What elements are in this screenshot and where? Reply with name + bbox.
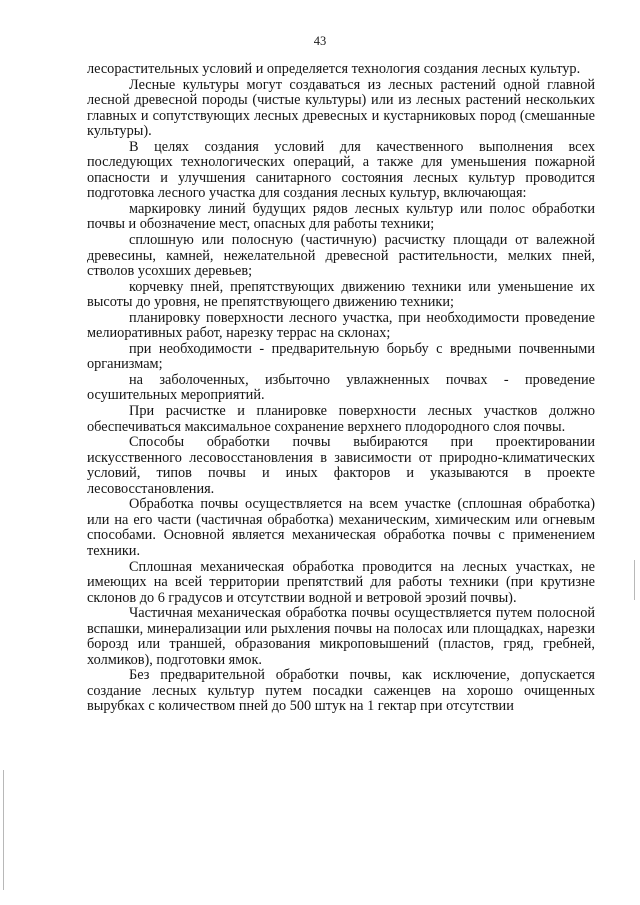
paragraph-topsoil-preservation: При расчистке и планировке поверхности лесных участков должно обеспечиваться максимальное сохранение верхнего плодородного слоя почвы. [87, 403, 595, 435]
paragraph-site-preparation-intro: В целях создания условий для качественного выполнения всех последующих технологических операций, а также для уменьшения пожарной опасности и улучшения санитарного состояния лесных культур проводится подготовка лесного участка для создания лесных культур, включающая: [87, 138, 595, 202]
list-item-clearing: сплошную или полосную (частичную) расчистку площади от валежной древесины, камней, нежелательной древесной растительности, мелких пней, стволов усохших деревьев; [87, 232, 595, 280]
body-text [87, 62, 595, 715]
paragraph-soil-treatment-types: Обработка почвы осуществляется на всем участке (сплошная обработка) или на его части (частичная обработка) механическим, химическим или огневым способами. Основной является механическая обработка почвы с применением техники. [87, 496, 595, 559]
list-item-drainage: на заболоченных, избыточно увлажненных почвах - проведение осушительных мероприятий. [87, 371, 595, 404]
paragraph-no-pretreatment: Без предварительной обработки почвы, как исключение, допускается создание лесных культур путем посадки саженцев на хорошо очищенных вырубках с количеством пней до 500 штук на 1 гектар при отсутствии [87, 667, 595, 715]
list-item-marking: маркировку линий будущих рядов лесных культур или полос обработки почвы и обозначение мест, опасных для работы техники; [87, 200, 595, 233]
scan-edge-mark [634, 560, 635, 600]
scan-edge-mark [3, 770, 4, 890]
paragraph-forest-culture-types: Лесные культуры могут создаваться из лесных растений одной главной лесной древесной породы (чистые культуры) или из лесных растений нескольких главных и сопутствующих лесных древесных и кустарниковых пород (смешанные культуры). [87, 76, 595, 140]
paragraph-continuation: лесорастительных условий и определяется технология создания лесных культур. [87, 61, 581, 77]
page-number: 43 [313, 34, 327, 48]
list-item-stump-removal: корчевку пней, препятствующих движению техники или уменьшение их высоты до уровня, не препятствующего движению техники; [87, 278, 595, 311]
list-item-pest-control: при необходимости - предварительную борьбу с вредными почвенными организмам; [87, 340, 595, 373]
paragraph-soil-treatment-methods: Способы обработки почвы выбираются при проектировании искусственного лесовосстановления в зависимости от природно-климатических условий, типов почвы и иных факторов и указываются в проекте лесовосстановления. [87, 434, 595, 497]
paragraph-full-mechanical-treatment: Сплошная механическая обработка проводится на лесных участках, не имеющих на всей территории препятствий для работы техники (при крутизне склонов до 6 градусов и отсутствии водной и ветровой эрозий почвы). [87, 558, 595, 606]
paragraph-partial-mechanical-treatment: Частичная механическая обработка почвы осуществляется путем полосной вспашки, минерализации или рыхления почвы на полосах или площадках, нарезки борозд или траншей, образования микроповышений (пластов, гряд, гребней, холмиков), подготовки ямок. [87, 605, 595, 668]
list-item-levelling: планировку поверхности лесного участка, при необходимости проведение мелиоративных работ, нарезку террас на склонах; [87, 309, 595, 342]
